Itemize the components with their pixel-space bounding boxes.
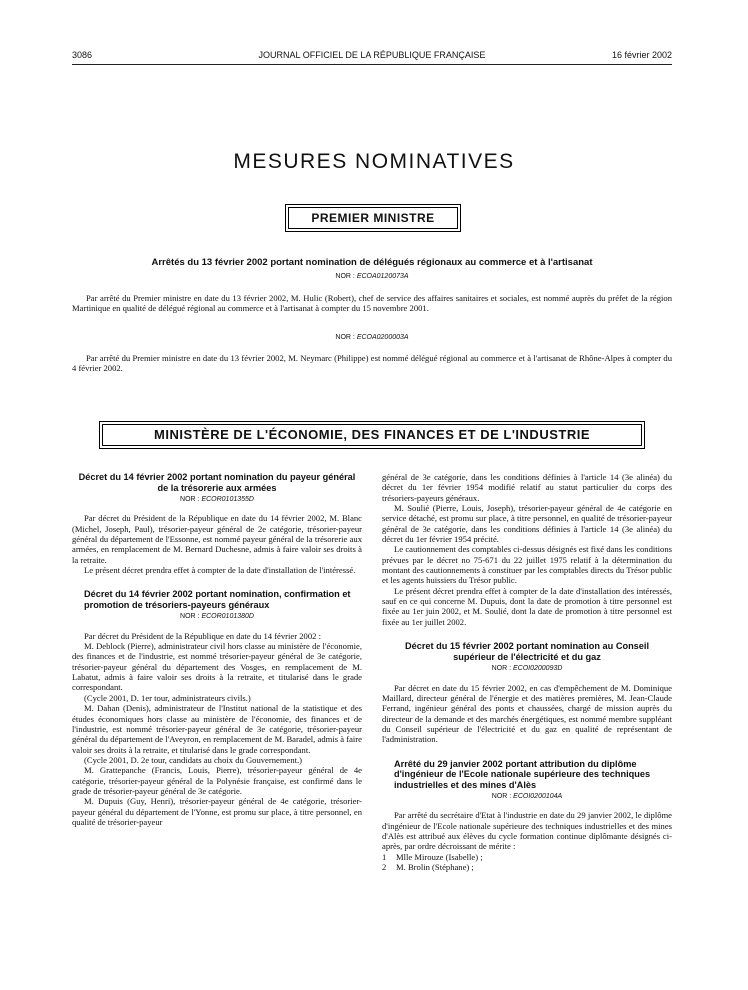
arrete-entry: Par arrêté du Premier ministre en date du 13 février 2002, M. Hulic (Robert), chef de service des affaires sanitaires et sociales, est nommé auprès du préfet de la région Martinique en qualité de délégué régional au commerce et à l'artisanat à compter du 15 novembre 2001. [72,293,672,314]
issue-date: 16 février 2002 [611,50,672,60]
paragraph: M. Dahan (Denis), administrateur de l'Institut national de la statistique et des études économiques hors classe au ministère de l'économie, des finances et de l'industrie, est nommé trésorier-payeur général de 3e catégorie, trésorier-payeur général du département de l'Aveyron, en remplacement de M. Baradel, admis à faire valoir ses droits à la retraite, et titularisé dans le grade correspondant. [72,703,362,755]
paragraph: M. Deblock (Pierre), administrateur civil hors classe au ministère de l'économie, des finances et de l'industrie, est nommé trésorier-payeur général de 3e catégorie, trésorier-payeur général du département des Vosges, en remplacement de M. Labatut, admis à faire valoir ses droits à la retraite, et titularisé dans le grade correspondant. [72,641,362,693]
nor-reference: NOR : ECOI0200104A [491,793,563,801]
paragraph: M. Soulié (Pierre, Louis, Joseph), trésorier-payeur général de 4e catégorie en service détaché, est promu sur place, à titre personnel, en qualité de trésorier-payeur général de 3e catégorie, dans les conditions définies à l'article 14 (3e alinéa) du décret du 1er février 1954 précité. [382,503,672,545]
paragraph: général de 3e catégorie, dans les conditions définies à l'article 14 (3e alinéa) du décret du 1er février 1954 modifié relatif au statut particulier du corps des trésoriers-payeurs généraux. [382,472,672,503]
journal-title: JOURNAL OFFICIEL DE LA RÉPUBLIQUE FRANÇAISE [258,50,486,60]
nor-reference: NOR : ECOR0101355D [180,496,254,503]
paragraph: Par décret du Président de la République en date du 14 février 2002, M. Blanc (Michel, Joseph, Paul), trésorier-payeur général de 2e catégorie, trésorier-payeur général du département de l'Essonne, est nommé payeur général de la trésorerie aux armées, en remplacement de M. Bernard Duchesne, admis à faire valoir ses droits à la retraite. [72,513,362,565]
arrete-entry: Par arrêté du Premier ministre en date du 13 février 2002, M. Neymarc (Philippe) est nommé délégué régional au commerce et à l'artisanat de Rhône-Alpes à compter du 4 février 2002. [72,353,672,374]
list-item: 1 Mlle Mirouze (Isabelle) ; [382,851,483,862]
header-rule [72,64,672,65]
section-heading-ministere: MINISTÈRE DE L'ÉCONOMIE, DES FINANCES ET DE L'INDUSTRIE [102,424,642,446]
arrete-title: Arrêté du 29 janvier 2002 portant attribution du diplôme d'ingénieur de l'Ecole nationale supérieure des techniques industrielles et des mines d'Alès [394,758,651,790]
page-header [72,50,672,64]
nor-reference: NOR : ECOI0200093D [491,665,563,673]
decree-title: Décret du 14 février 2002 portant nomination du payeur général de la trésorerie aux armées [78,472,356,493]
paragraph: (Cycle 2001, D. 1er tour, administrateurs civils.) [84,692,251,703]
paragraph: Le cautionnement des comptables ci-dessus désignés est fixé dans les conditions prévues par le décret no 75-671 du 22 juillet 1975 relatif à la détermination du montant des cautionnements à constituer par les comptables directs du Trésor public et les agents huissiers du Trésor public. [382,544,672,586]
main-title: MESURES NOMINATIVES [233,150,515,173]
nor-reference: NOR : ECOA0200003A [335,334,409,341]
paragraph: Le présent décret prendra effet à compter de la date d'installation des intéressés, sauf en ce qui concerne M. Dupuis, dont la date de promotion à titre personnel est fixée au 1er juin 2002, et M. Soulié, dont la date de promotion à titre personnel est fixée au 1er juillet 2002. [382,585,672,627]
list-item: 2 M. Brolin (Stéphane) ; [382,862,474,873]
decree-title: Décret du 15 février 2002 portant nomination au Conseil supérieur de l'électricité et du gaz [404,641,650,662]
nor-reference: NOR : ECOA0120073A [335,273,409,280]
page-number: 3086 [72,50,93,60]
paragraph: Le présent décret prendra effet à compter de la date d'installation de l'intéressé. [84,565,356,576]
nor-reference: NOR : ECOR0101380D [180,613,254,621]
paragraph: M. Grattepanche (Francis, Louis, Pierre), trésorier-payeur général de 4e catégorie, trésorier-payeur général de la Polynésie française, est confirmé dans le grade de trésorier-payeur général de 3e catégorie. [72,765,362,796]
paragraph: Par arrêté du secrétaire d'Etat à l'industrie en date du 29 janvier 2002, le diplôme d'ingénieur de l'Ecole nationale supérieure des techniques industrielles et des mines d'Alès est attribué aux élèves du cycle formation continue diplômante désignés ci-après, par ordre décroissant de mérite : [382,810,672,852]
paragraph: M. Dupuis (Guy, Henri), trésorier-payeur général de 4e catégorie, trésorier-payeur général du département de l'Yonne, est promu sur place, à titre personnel, en qualité de trésorier-payeur [72,796,362,827]
decree-title: Décret du 14 février 2002 portant nomination, confirmation et promotion de trésoriers-payeurs généraux [84,589,351,610]
right-column [382,472,672,872]
paragraph: (Cycle 2001, D. 2e tour, candidats au choix du Gouvernement.) [84,754,303,765]
paragraph: Par décret en date du 15 février 2002, en cas d'empêchement de M. Dominique Maillard, directeur général de l'énergie et des matières premières, M. Jean-Claude Ferrand, ingénieur général des ponts et chaussées, chargé de mission auprès du directeur de la demande et des marchés énergétiques, est nommé membre suppléant du Conseil supérieur de l'électricité et du gaz en qualité de représentant de l'administration. [382,682,672,745]
section-heading-premier-ministre: PREMIER MINISTRE [288,207,458,229]
arrete-title: Arrêtés du 13 février 2002 portant nomination de délégués régionaux au commerce et à l'artisanat [151,257,593,268]
paragraph: Par décret du Président de la République en date du 14 février 2002 : [84,630,321,641]
left-column [72,472,362,827]
